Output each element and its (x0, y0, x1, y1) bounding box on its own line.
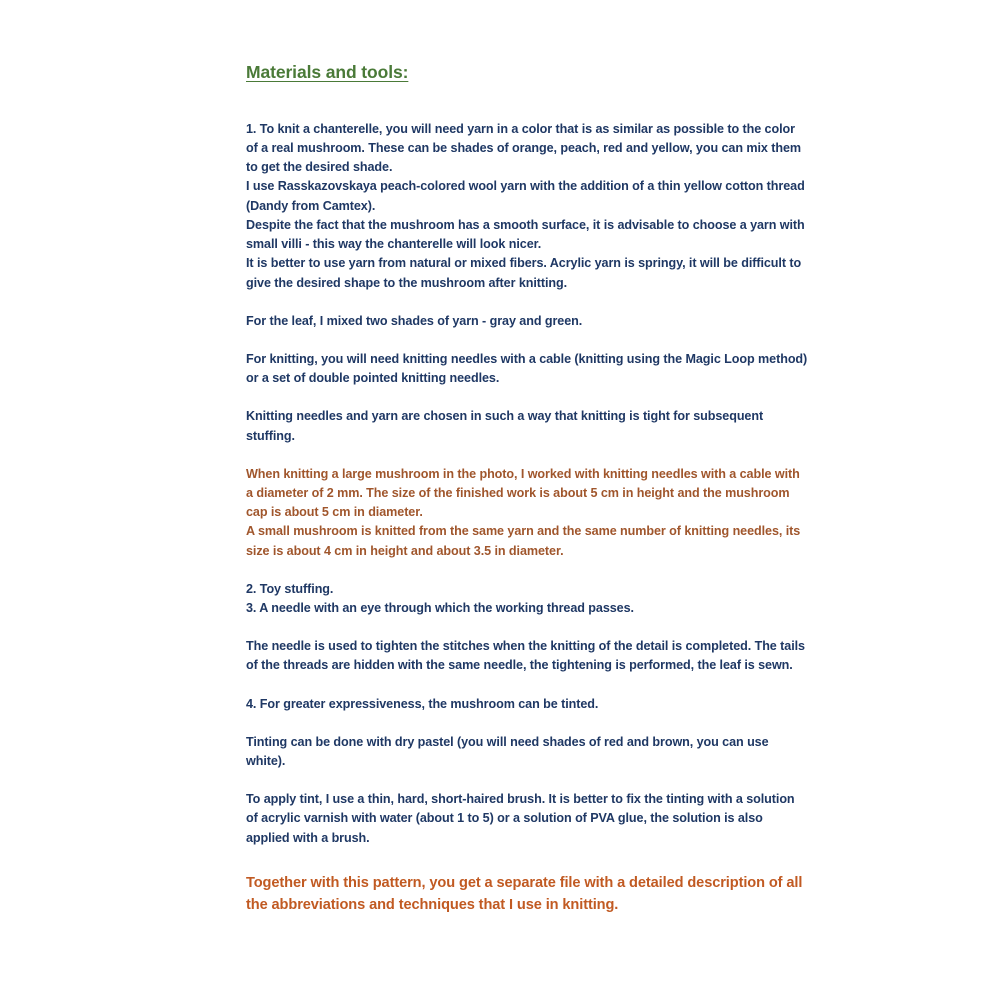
document-content (246, 62, 808, 917)
paragraph-small-mushroom-sizes: A small mushroom is knitted from the same yarn and the same number of knitting needles, its size is about 4 cm in height and about 3.5 in diameter. (246, 524, 801, 558)
paragraph-pastel-note: Tinting can be done with dry pastel (you will need shades of red and brown, you can use white). (246, 734, 769, 768)
paragraph-fiber-note: It is better to use yarn from natural or mixed fibers. Acrylic yarn is springy, it will be difficult to give the desired shape to the mushroom after knitting. (246, 256, 802, 290)
paragraph-villi-note: Despite the fact that the mushroom has a smooth surface, it is advisable to choose a yarn with small villi - this way the chanterelle will look nicer. (246, 217, 805, 252)
paragraph-needle-usage: The needle is used to tighten the stitches when the knitting of the detail is completed. The tails of the threads are hidden with the same needle, the tightening is performed, the leaf is sewn. (246, 639, 805, 673)
paragraph-tension-note: Knitting needles and yarn are chosen in such a way that knitting is tight for subsequent stuffing. (246, 409, 764, 443)
paragraph-item2-stuffing: 2. Toy stuffing. (246, 581, 334, 596)
paragraph-brush-note: To apply tint, I use a thin, hard, short-haired brush. It is better to fix the tinting with a solution of acrylic varnish with water (about 1 to 5) or a solution of PVA glue, the solution is also applied with a brush. (246, 792, 795, 845)
page-title: Materials and tools: (246, 62, 409, 82)
paragraph-item4-tinting: 4. For greater expressiveness, the mushroom can be tinted. (246, 696, 599, 711)
paragraph-item3-needle: 3. A needle with an eye through which the working thread passes. (246, 600, 634, 615)
paragraph-leaf-note: For the leaf, I mixed two shades of yarn - gray and green. (246, 313, 583, 328)
paragraph-needles-note: For knitting, you will need knitting needles with a cable (knitting using the Magic Loop method) or a set of double pointed knitting needles. (246, 351, 808, 386)
paragraph-closing-note: Together with this pattern, you get a separate file with a detailed description of all the abbreviations and techniques that I use in knitting. (246, 874, 803, 914)
paragraph-item1-yarn: 1. To knit a chanterelle, you will need yarn in a color that is as similar as possible to the color of a real mushroom. These can be shades of orange, peach, red and yellow, you can mix them to get the desired shade. (246, 121, 802, 175)
paragraph-large-mushroom-sizes: When knitting a large mushroom in the photo, I worked with knitting needles with a cable with a diameter of 2 mm. The size of the finished work is about 5 cm in height and the mushroom cap is about 5 cm in diameter. (246, 466, 800, 520)
paragraph-yarn-brand: I use Rasskazovskaya peach-colored wool yarn with the addition of a thin yellow cotton thread (Dandy from Camtex). (246, 179, 805, 213)
heading-row (246, 62, 808, 120)
